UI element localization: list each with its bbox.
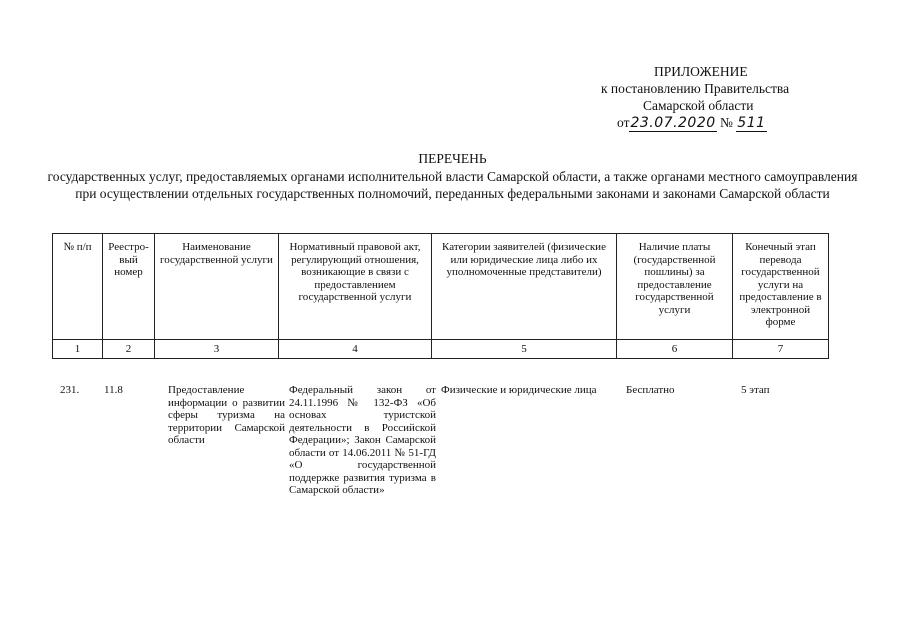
handwritten-number: 511: [737, 115, 766, 131]
header-act: Нормативный правовой акт, регулирующий отношения, возникающие в связи с предоставлением государственной услуги: [279, 234, 432, 340]
header-fee: Наличие платы (государственной пошлины) за предоставление государственной услуги: [617, 234, 733, 340]
handwritten-date: 23.07.2020: [630, 115, 716, 131]
column-number: 5: [432, 340, 617, 359]
appendix-date-line: [560, 114, 860, 132]
table-header-row: [53, 234, 829, 340]
column-number: 7: [733, 340, 829, 359]
column-number: 2: [103, 340, 155, 359]
appendix-header: [560, 63, 860, 132]
appendix-title: ПРИЛОЖЕНИЕ: [654, 64, 748, 79]
row-act: Федеральный закон от 24.11.1996 № 132-ФЗ «Об основах туристской деятельности в Российской Федерации»; Закон Самарской области от 14.06.2011 № 51-ГД «О государственной поддержке развития туризма в Самарской области»: [289, 384, 436, 496]
column-number: 1: [53, 340, 103, 359]
document-title: ПЕРЕЧЕНЬ: [418, 151, 487, 166]
number-prefix: №: [720, 115, 733, 130]
services-table: [52, 233, 829, 359]
row-fee: Бесплатно: [626, 384, 675, 396]
row-service: Предоставление информации о развитии сферы туризма на территории Самарской области: [168, 384, 285, 446]
header-applicants: Категории заявителей (физические или юридические лица либо их уполномоченные представители): [432, 234, 617, 340]
date-prefix: от: [617, 115, 630, 130]
row-stage: 5 этап: [741, 384, 770, 396]
header-stage: Конечный этап перевода государственной услуги на предоставление в электронной форме: [733, 234, 829, 340]
column-number: 6: [617, 340, 733, 359]
row-applicants: Физические и юридические лица: [441, 384, 597, 396]
appendix-line-region: Самарской области: [643, 98, 754, 113]
table-column-numbers-row: [53, 340, 829, 359]
header-registry: Реестро-вый номер: [103, 234, 155, 340]
column-number: 4: [279, 340, 432, 359]
header-number: № п/п: [53, 234, 103, 340]
appendix-line-decree: к постановлению Правительства: [601, 81, 790, 96]
row-registry: 11.8: [104, 384, 123, 396]
document-subtitle: государственных услуг, предоставляемых органами исполнительной власти Самарской области, а также органами местного самоуправления при осуществлении отдельных государственных полномочий, переданных федеральными законами и законами Самарской области: [47, 169, 858, 201]
column-number: 3: [155, 340, 279, 359]
row-number: 231.: [60, 384, 80, 396]
header-service: Наименование государственной услуги: [155, 234, 279, 340]
